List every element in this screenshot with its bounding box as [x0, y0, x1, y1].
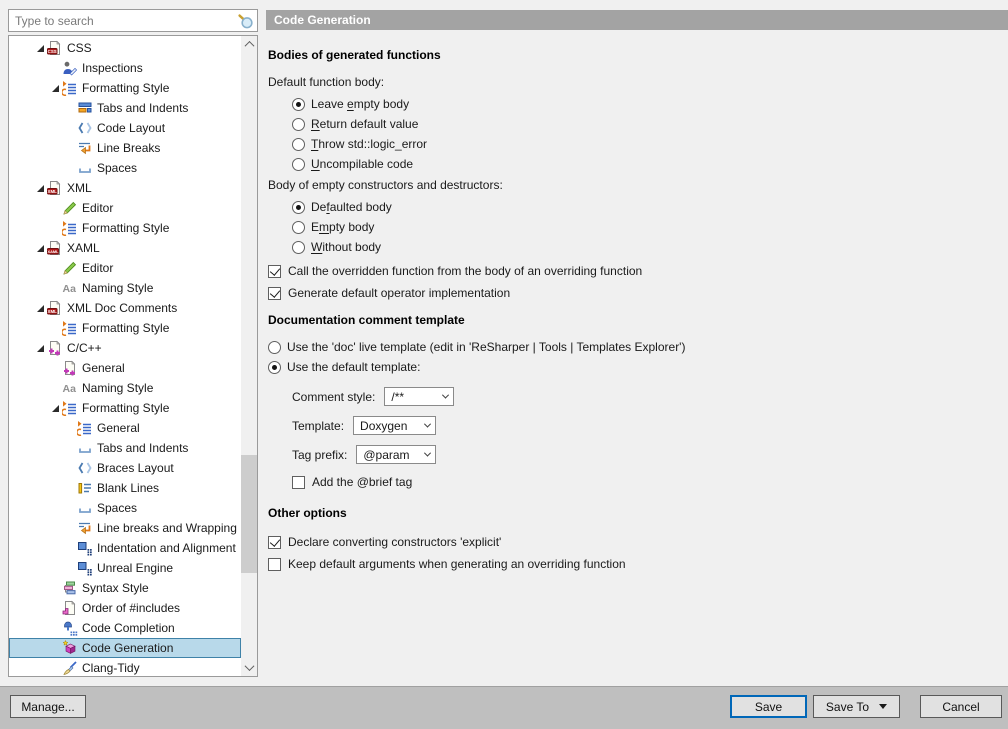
- checkbox-icon[interactable]: [268, 536, 281, 549]
- section-heading-doc: Documentation comment template: [268, 313, 465, 327]
- radio-icon[interactable]: [292, 98, 305, 111]
- cancel-button[interactable]: Cancel: [920, 695, 1002, 718]
- file-css-icon: [47, 40, 63, 56]
- spaces-icon: [77, 440, 93, 456]
- tree-item[interactable]: Inspections: [9, 58, 241, 78]
- template-label: Template:: [292, 418, 345, 433]
- comment-style-label: Comment style:: [292, 389, 376, 404]
- checkbox-icon[interactable]: [268, 558, 281, 571]
- code-generation-icon: [62, 640, 78, 656]
- section-heading-other: Other options: [268, 506, 347, 520]
- tree-item[interactable]: XAML XAML: [9, 238, 241, 258]
- expand-arrow-icon[interactable]: [48, 405, 62, 412]
- comment-style-dropdown[interactable]: /**: [384, 387, 454, 406]
- search-icon: [236, 12, 254, 30]
- expand-arrow-icon[interactable]: [33, 345, 47, 352]
- expand-arrow-icon[interactable]: [48, 85, 62, 92]
- tree-item[interactable]: Tabs and Indents: [9, 438, 241, 458]
- tree-item[interactable]: Order of #includes: [9, 598, 241, 618]
- footer-bar: [0, 686, 1008, 729]
- indent-align-icon: [77, 560, 93, 576]
- template-row: [292, 416, 1006, 435]
- tree-item[interactable]: XML XML: [9, 178, 241, 198]
- section-heading-bodies: Bodies of generated functions: [268, 48, 441, 62]
- tree-item[interactable]: Spaces: [9, 158, 241, 178]
- tree-item[interactable]: Blank Lines: [9, 478, 241, 498]
- scroll-thumb[interactable]: [241, 455, 257, 573]
- angle-brackets-icon: [77, 460, 93, 476]
- search-input[interactable]: [9, 14, 236, 28]
- tag-prefix-dropdown[interactable]: @param: [356, 445, 436, 464]
- settings-content: [268, 30, 1006, 574]
- svg-text:XAML: XAML: [47, 248, 59, 254]
- naming-icon: [62, 280, 78, 296]
- tree-item[interactable]: Formatting Style: [9, 398, 241, 418]
- radio-icon[interactable]: [292, 221, 305, 234]
- expand-arrow-icon[interactable]: [33, 45, 47, 52]
- tree-item[interactable]: CSS CSS: [9, 38, 241, 58]
- tree-item[interactable]: Code Layout: [9, 118, 241, 138]
- spaces-icon: [77, 500, 93, 516]
- formatting-icon: [62, 80, 78, 96]
- save-button[interactable]: Save: [730, 695, 807, 718]
- inspections-icon: [62, 60, 78, 76]
- radio-icon[interactable]: [268, 341, 281, 354]
- checkbox-declare-explicit[interactable]: Declare converting constructors 'explicit': [268, 532, 1006, 552]
- svg-text:XML: XML: [47, 188, 57, 194]
- settings-tree: [8, 35, 258, 677]
- formatting-icon: [62, 320, 78, 336]
- radio-icon[interactable]: [292, 118, 305, 131]
- file-xml-icon: [47, 180, 63, 196]
- tree-item[interactable]: General: [9, 358, 241, 378]
- svg-text:XML: XML: [47, 308, 57, 314]
- tree-item[interactable]: Braces Layout: [9, 458, 241, 478]
- radio-without-body[interactable]: Without body: [292, 237, 1006, 257]
- file-xml-icon: [47, 300, 63, 316]
- tree-item[interactable]: Aa Naming Style: [62, 281, 154, 295]
- radio-icon[interactable]: [292, 241, 305, 254]
- radio-use-default-template[interactable]: Use the default template:: [268, 357, 1006, 377]
- spaces-icon: [77, 160, 93, 176]
- file-cpp-icon: [62, 360, 78, 376]
- expand-arrow-icon[interactable]: [33, 305, 47, 312]
- radio-throw-logic-error[interactable]: Throw std::logic_error: [292, 134, 1006, 154]
- tabs-indents-icon: [77, 100, 93, 116]
- formatting-icon: [77, 420, 93, 436]
- tree-item[interactable]: Tabs and Indents: [9, 98, 241, 118]
- indent-align-icon: [77, 540, 93, 556]
- tree-item[interactable]: Code Generation: [9, 638, 241, 658]
- tree-item[interactable]: Syntax Style: [9, 578, 241, 598]
- page-title: Code Generation: [274, 13, 371, 27]
- checkbox-icon[interactable]: [268, 287, 281, 300]
- tree-item[interactable]: Editor: [9, 258, 241, 278]
- checkbox-add-brief-tag[interactable]: Add the @brief tag: [292, 472, 1006, 492]
- expand-arrow-icon[interactable]: [33, 185, 47, 192]
- tree-scrollbar[interactable]: [241, 36, 257, 676]
- angle-brackets-icon: [77, 120, 93, 136]
- chevron-down-icon: [424, 450, 431, 457]
- naming-icon: [62, 380, 78, 396]
- svg-text:Aa: Aa: [62, 283, 76, 295]
- tree-item[interactable]: Formatting Style: [9, 318, 241, 338]
- clang-tidy-icon: [62, 660, 78, 676]
- radio-icon[interactable]: [292, 158, 305, 171]
- function-body-label: Default function body:: [268, 75, 385, 89]
- chevron-down-icon: [442, 392, 449, 399]
- page-title-bar: [266, 10, 1008, 30]
- checkbox-generate-operator[interactable]: Generate default operator implementation: [268, 283, 1006, 303]
- tree-item[interactable]: Aa Naming Style: [62, 381, 154, 395]
- tree-item[interactable]: Formatting Style: [9, 218, 241, 238]
- file-xaml-icon: [47, 240, 63, 256]
- blank-lines-icon: [77, 480, 93, 496]
- tree-item[interactable]: C/C++: [9, 338, 241, 358]
- tree-item[interactable]: Line Breaks: [9, 138, 241, 158]
- template-dropdown[interactable]: Doxygen: [353, 416, 436, 435]
- scroll-down-button[interactable]: [241, 659, 257, 676]
- tree-item[interactable]: General: [9, 418, 241, 438]
- expand-arrow-icon[interactable]: [33, 245, 47, 252]
- radio-empty-body[interactable]: Empty body: [292, 217, 1006, 237]
- search-box[interactable]: [8, 9, 258, 32]
- radio-icon[interactable]: [268, 361, 281, 374]
- includes-order-icon: [62, 600, 78, 616]
- editor-pencil-icon: [62, 200, 78, 216]
- svg-text:CSS: CSS: [47, 48, 57, 54]
- svg-text:Aa: Aa: [62, 383, 76, 395]
- tag-prefix-row: [292, 445, 1006, 464]
- tree-item[interactable]: Clang-Tidy: [9, 658, 241, 677]
- checkbox-call-overridden[interactable]: Call the overridden function from the body of an overriding function: [268, 261, 1006, 281]
- chevron-up-icon: [244, 41, 254, 51]
- save-to-button[interactable]: Save To: [813, 695, 900, 718]
- line-breaks-icon: [77, 140, 93, 156]
- scroll-up-button[interactable]: [241, 36, 257, 53]
- radio-leave-empty-body[interactable]: Leave empty body: [292, 94, 1006, 114]
- tree-item[interactable]: XML XML Doc Comments: [9, 298, 241, 318]
- formatting-icon: [62, 400, 78, 416]
- tag-prefix-label: Tag prefix:: [292, 447, 348, 462]
- manage-button[interactable]: Manage...: [10, 695, 86, 718]
- chevron-down-icon: [244, 661, 254, 671]
- radio-icon[interactable]: [292, 138, 305, 151]
- tree-item[interactable]: Spaces: [9, 498, 241, 518]
- radio-return-default-value[interactable]: Return default value: [292, 114, 1006, 134]
- radio-use-doc-live-template[interactable]: Use the 'doc' live template (edit in 'ReSharper | Tools | Templates Explorer'): [268, 337, 1006, 357]
- tree-item[interactable]: Editor: [9, 198, 241, 218]
- syntax-style-icon: [62, 580, 78, 596]
- checkbox-icon[interactable]: [292, 476, 305, 489]
- tree-item[interactable]: Formatting Style: [9, 78, 241, 98]
- checkbox-icon[interactable]: [268, 265, 281, 278]
- ctor-body-label: Body of empty constructors and destructors:: [268, 178, 503, 192]
- chevron-down-icon: [424, 421, 431, 428]
- radio-uncompilable-code[interactable]: Uncompilable code: [292, 154, 1006, 174]
- dropdown-arrow-icon: [879, 704, 887, 709]
- formatting-icon: [62, 220, 78, 236]
- code-completion-icon: [62, 620, 78, 636]
- tree-item[interactable]: Indentation and Alignment: [9, 538, 241, 558]
- checkbox-keep-default-args[interactable]: Keep default arguments when generating an overriding function: [268, 554, 1006, 574]
- tree-item[interactable]: Unreal Engine: [9, 558, 241, 578]
- tree-item[interactable]: Code Completion: [9, 618, 241, 638]
- line-breaks-icon: [77, 520, 93, 536]
- file-cpp-icon: [47, 340, 63, 356]
- radio-defaulted-body[interactable]: Defaulted body: [292, 197, 1006, 217]
- tree-item[interactable]: Line breaks and Wrapping: [9, 518, 241, 538]
- comment-style-row: [292, 387, 1006, 406]
- tree-rows: [9, 38, 241, 677]
- editor-pencil-icon: [62, 260, 78, 276]
- radio-icon[interactable]: [292, 201, 305, 214]
